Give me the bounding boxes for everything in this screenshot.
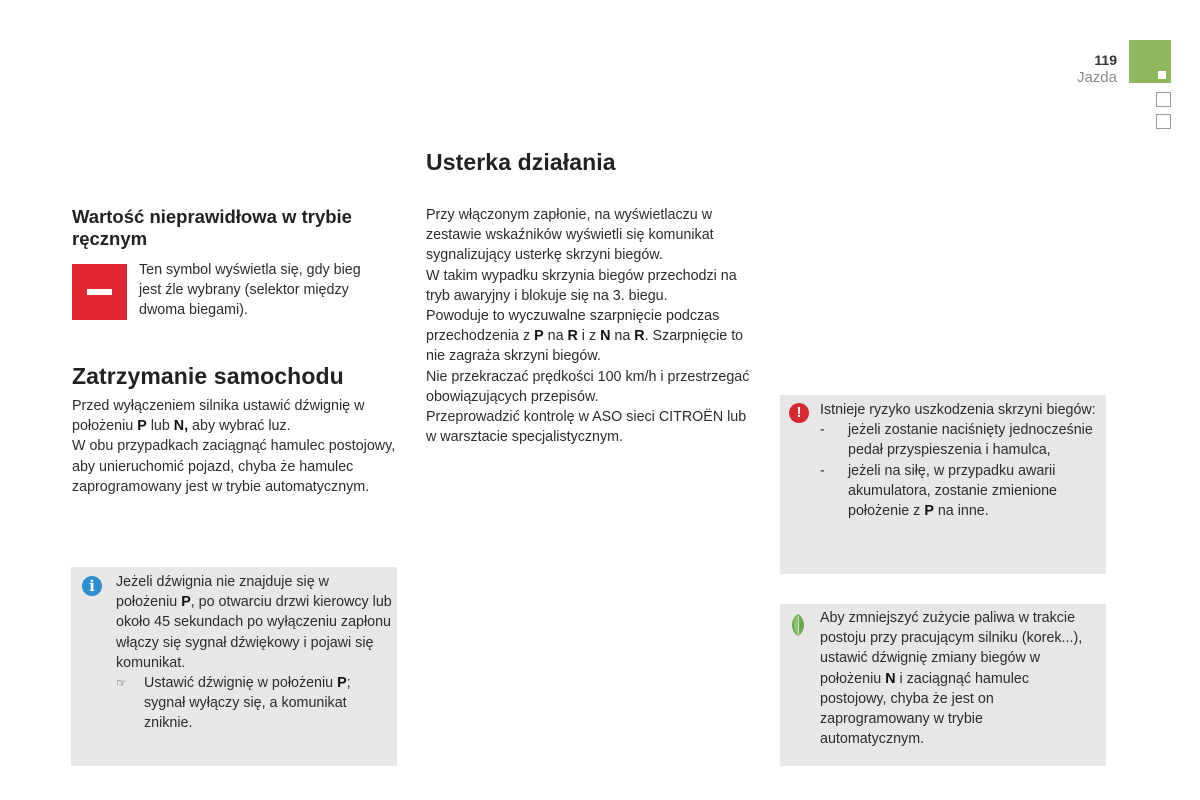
symbol-description: Ten symbol wyświetla się, gdy bieg jest źle wybrany (selektor między dwoma biegami). (139, 262, 361, 319)
info-bullet: ☞ Ustawić dźwignię w położeniu P; sygnał wyłączy się, a komunikat zniknie. (116, 673, 392, 734)
heading-stopping: Zatrzymanie samochodu (72, 363, 344, 389)
warning-list-item: - jeżeli zostanie naciśnięty jednocześnie pedał przyspieszenia i hamulca, (820, 422, 1093, 459)
wrong-gear-symbol-icon (72, 264, 127, 320)
warning-box-text: Istnieje ryzyko uszkodzenia skrzyni biegów: - jeżeli zostanie naciśnięty jednocześnie pedał przyspieszenia i hamulca, - jeżeli na siłę, w przypadku awarii akumulatora, zostanie zmienione położenie z P na inne. (820, 400, 1098, 521)
malfunction-text: Przy włączonym zapłonie, na wyświetlaczu w zestawie wskaźników wyświetli się komunikat sygnalizujący usterkę skrzyni biegów. W takim wypadku skrzynia biegów przechodzi na tryb awaryjny i blokuje się na 3. biegu. Powoduje to wyczuwalne szarpnięcie podczas przechodzenia z P na R i z N na R. Szarpnięcie to nie zagraża skrzyni biegów. Nie przekraczać prędkości 100 km/h i przestrzegać obowiązujących przepisów. Przeprowadzić kontrolę w ASO sieci CITROËN lub w warsztacie specjalistycznym. (426, 207, 750, 446)
warning-icon: ! (789, 403, 809, 423)
info-icon: i (82, 576, 102, 596)
chapter-tab-box[interactable] (1156, 114, 1171, 129)
heading-malfunction: Usterka działania (426, 149, 616, 175)
chapter-tab-active[interactable] (1129, 40, 1171, 83)
eco-leaf-icon (789, 613, 807, 637)
info-box-text: Jeżeli dźwignia nie znajduje się w położeniu P, po otwarciu drzwi kierowcy lub około 45 sekundach po wyłączeniu zapłonu włączy się sygnał dźwiękowy i pojawi się komunikat. ☞ Ustawić dźwignię w położeniu P; sygnał wyłączy się, a komunikat zniknie. (116, 572, 392, 734)
tab-indicator-dot (1158, 71, 1166, 79)
warning-list-item: - jeżeli na siłę, w przypadku awarii akumulatora, zostanie zmienione położenie z P na inne. (820, 462, 1058, 520)
pointing-hand-icon: ☞ (116, 676, 127, 691)
stopping-paragraph-1: Przed wyłączeniem silnika ustawić dźwignię w położeniu P lub N, aby wybrać luz. (72, 398, 365, 435)
stopping-paragraph-2: W obu przypadkach zaciągnąć hamulec postojowy, aby unieruchomić pojazd, chyba że hamulec zaprogramowany jest w trybie automatycznym. (72, 438, 396, 495)
page-number: 119 (1094, 52, 1117, 68)
section-name: Jazda (1076, 69, 1117, 86)
heading-manual-mode: Wartość nieprawidłowa w trybie ręcznym (72, 206, 352, 249)
stopping-text (72, 396, 397, 497)
chapter-tab-box[interactable] (1156, 92, 1171, 107)
eco-tip-text: Aby zmniejszyć zużycie paliwa w trakcie postoju przy pracującym silniku (korek...), ustawić dźwignię zmiany biegów w położeniu N i zaciągnąć hamulec postojowy, chyba że jest on zaprogramowany w trybie automatycznym. (820, 610, 1083, 748)
